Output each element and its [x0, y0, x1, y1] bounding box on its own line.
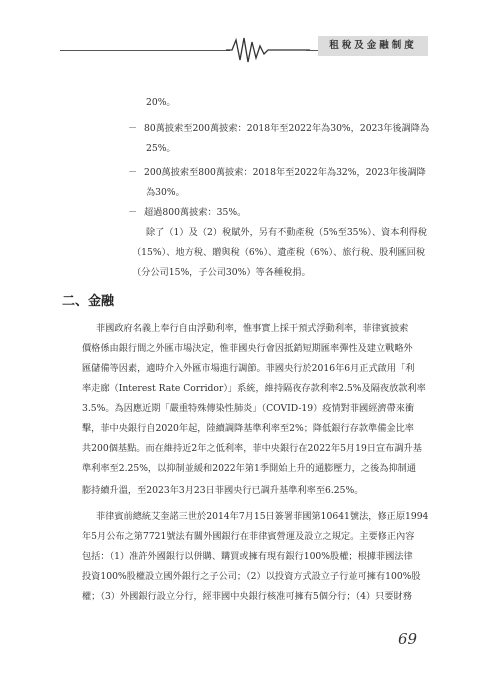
heartbeat-wave-icon [226, 36, 310, 64]
page-header [0, 0, 480, 70]
dash-bullet: － [128, 207, 138, 218]
finance-paragraph-line: 權；（3）外國銀行設立分行，經菲國中央銀行核准可擁有5個分行；（4）只要財務 [82, 591, 412, 602]
dash-bullet: － [128, 167, 138, 178]
finance-paragraph-line: 3.5%。為因應近期「嚴重特殊傳染性肺炎」（COVID-19）疫情對菲國經濟帶來衝 [82, 403, 415, 414]
finance-paragraph-line: 菲律賓前總統艾奎諾三世於2014年7月15日簽署菲國第10641號法，修正原1994 [96, 511, 429, 522]
section-heading: 二、金融 [62, 294, 115, 309]
tax-line-text: 20%。 [146, 97, 176, 108]
tax-line-text: 超過800萬披索：35%。 [144, 207, 247, 218]
finance-paragraph-line: 匯儲備等因素，適時介入外匯市場進行調節。菲國央行於2016年6月正式啟用「利 [82, 363, 415, 374]
tax-bracket-line [128, 166, 426, 179]
dash-bullet: － [128, 123, 138, 134]
finance-paragraph-line: 菲國政府名義上奉行自由浮動利率，惟事實上採干預式浮動利率，菲律賓披索 [96, 323, 409, 334]
tax-paragraph-line: （15%）、地方稅、贈與稅（6%）、遺產稅（6%）、旅行稅、股利匯回稅 [132, 247, 426, 258]
header-rule-left [60, 50, 230, 51]
tax-line-text: 200萬披索至800萬披索：2018年至2022年為32%，2023年後調降 [144, 167, 426, 178]
tax-paragraph-line: 除了（1）及（2）稅賦外，另有不動產稅（5%至35%）、資本利得稅 [146, 227, 427, 238]
finance-paragraph-line: 膨持續升溫，至2023年3月23日菲國央行已調升基準利率至6.25%。 [82, 485, 364, 496]
tax-line-5 [146, 186, 185, 199]
tax-line-text: 25%。 [146, 143, 176, 154]
finance-paragraph-line: 價格係由銀行間之外匯市場決定，惟菲國央行會因抵銷短期匯率彈性及建立戰略外 [82, 343, 413, 354]
tax-paragraph-line: （分公司15%，子公司30%）等各種稅捐。 [132, 267, 311, 278]
finance-paragraph-line: 準利率至2.25%，以抑制並緩和2022年第1季開始上升的通膨壓力，之後為抑制通 [82, 463, 417, 474]
page-number: 69 [398, 630, 418, 648]
tax-line-text: 為30%。 [146, 187, 185, 198]
tax-line-3 [146, 142, 176, 155]
finance-paragraph-line: 率走廊（Interest Rate Corridor）」系統，維持隔夜存款利率2.5%及隔夜放款利率 [82, 383, 426, 394]
finance-paragraph-line: 包括：（1）准許外國銀行以併購、購買或擁有現有銀行100%股權；根據菲國法律 [82, 551, 413, 562]
header-title: 租稅及金融制度 [329, 40, 417, 51]
finance-paragraph-line: 投資100%股權設立國外銀行之子公司；（2）以投資方式設立子行並可擁有100%股 [82, 571, 421, 582]
tax-bracket-line [128, 122, 429, 135]
tax-line-text: 80萬披索至200萬披索：2018年至2022年為30%，2023年後調降為 [144, 123, 430, 134]
tax-line-1 [146, 96, 176, 109]
tax-bracket-line [128, 206, 246, 219]
finance-paragraph-line: 年5月公布之第7721號法有關外國銀行在菲律賓營運及設立之規定。主要修正內容 [82, 531, 415, 542]
finance-paragraph-line: 共200個基點。而在維持近2年之低利率，菲中央銀行在2022年5月19日宣布調升基 [82, 443, 422, 454]
finance-paragraph-line: 擊，菲中央銀行自2020年起，陸續調降基準利率至2%；降低銀行存款準備金比率 [82, 423, 414, 434]
